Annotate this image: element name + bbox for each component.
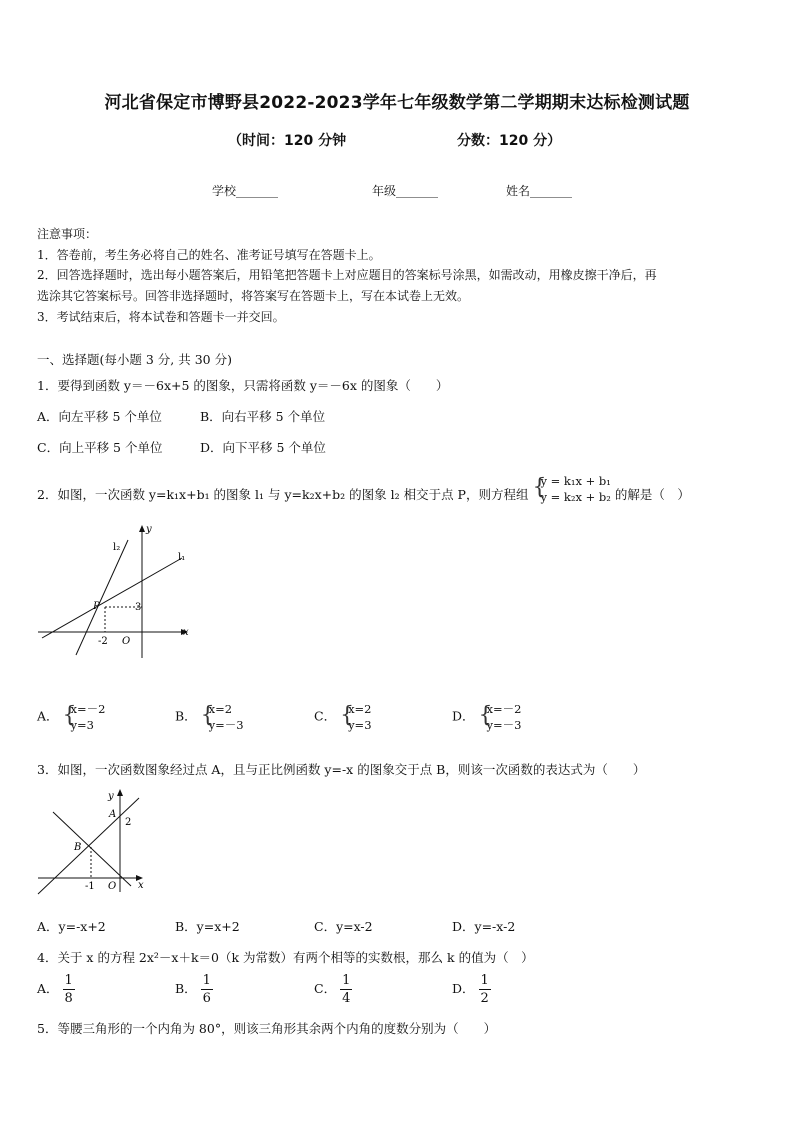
- y-axis-arrow-icon: [139, 525, 145, 532]
- label-origin: O: [122, 636, 131, 647]
- label-minus2: -2: [98, 636, 108, 647]
- label-y: y: [108, 791, 114, 802]
- q4-option-d-letter: D．: [452, 981, 475, 996]
- q1-option-b: B．向右平移 5 个单位: [200, 409, 326, 424]
- q3-option-a: A．y=-x+2: [37, 919, 106, 934]
- q2-stem: [37, 473, 690, 505]
- denominator: 4: [342, 991, 351, 1006]
- score-label: 分数：120 分）: [457, 133, 562, 149]
- q1-stem: 1．要得到函数 y＝－6x+5 的图象，只需将函数 y＝－6x 的图象（ ）: [37, 378, 449, 393]
- q2-option-b-letter: B．: [175, 708, 197, 724]
- q2-eq1: y = k₁x + b₁: [540, 473, 611, 488]
- label-b: B: [74, 842, 82, 853]
- note-3: 3．考试结束后，将本试卷和答题卡一并交回。: [37, 310, 285, 324]
- notes-heading: 注意事项：: [37, 227, 98, 241]
- left-brace-icon: {: [478, 703, 493, 728]
- q4-option-a-fraction: [63, 972, 75, 1007]
- denominator: 2: [480, 991, 489, 1006]
- q2-option-d-letter: D．: [452, 708, 475, 724]
- time-label: （时间：120 分钟: [228, 133, 347, 149]
- label-a: A: [109, 809, 117, 820]
- q2-option-b-system: [201, 701, 244, 733]
- q2-figure: [36, 520, 196, 660]
- q3-figure: [36, 786, 156, 896]
- left-brace-icon: {: [200, 703, 215, 728]
- q2-option-b-y: y=－3: [208, 718, 244, 732]
- numerator: 1: [64, 973, 73, 988]
- denominator: 8: [64, 991, 73, 1006]
- q3-option-b: B．y=x+2: [175, 919, 240, 934]
- name-field: 姓名_______: [506, 184, 573, 198]
- q4-option-a-letter: A．: [37, 981, 59, 996]
- q1-option-c: C．向上平移 5 个单位: [37, 440, 163, 455]
- q2-option-a-y: y=3: [70, 718, 94, 732]
- q4-option-d: [452, 972, 491, 1007]
- note-2a: 2．回答选择题时，选出每小题答案后，用铅笔把答题卡上对应题目的答案标号涂黑，如需改动，用橡皮擦干净后，再: [37, 268, 657, 282]
- left-brace-icon: {: [340, 703, 355, 728]
- note-2b: 选涂其它答案标号。回答非选择题时，将答案写在答题卡上，写在本试卷上无效。: [37, 289, 470, 303]
- q2-option-a-letter: A．: [37, 708, 59, 724]
- q4-stem: 4．关于 x 的方程 2x²－x＋k＝0（k 为常数）有两个相等的实数根，那么 k 的值为（ ）: [37, 950, 534, 965]
- q5-stem: 5．等腰三角形的一个内角为 80°，则该三角形其余两个内角的度数分别为（ ）: [37, 1021, 497, 1036]
- q2-option-d-x: x=－2: [486, 702, 522, 716]
- school-field: 学校_______: [212, 184, 279, 198]
- q4-option-a: [37, 972, 75, 1007]
- q2-option-a: [37, 701, 105, 733]
- q2-option-d: [452, 701, 521, 733]
- q4-option-c: [314, 972, 352, 1007]
- grade-field: 年级_______: [372, 184, 439, 198]
- q2-option-a-x: x=－2: [70, 702, 106, 716]
- label-3: 3: [135, 602, 142, 613]
- label-l1: l₁: [178, 552, 186, 563]
- left-brace-icon: {: [532, 474, 547, 500]
- q2-stem-end: 的解是（ ）: [614, 487, 690, 502]
- q2-option-a-system: [63, 701, 106, 733]
- label-p: P: [93, 601, 100, 612]
- label-x: x: [183, 627, 189, 638]
- q2-stem-text: 2．如图，一次函数 y=k₁x+b₁ 的图象 l₁ 与 y=k₂x+b₂ 的图象 l₂ 相交于点 P，则方程组: [37, 487, 529, 502]
- q3-option-d: D．y=-x-2: [452, 919, 516, 934]
- q2-equation-system: [532, 473, 610, 505]
- q3-stem: 3．如图，一次函数图象经过点 A，且与正比例函数 y=-x 的图象交于点 B，则该一次函数的表达式为（ ）: [37, 762, 646, 777]
- q4-option-c-fraction: [340, 972, 352, 1007]
- label-2: 2: [125, 817, 132, 828]
- label-x: x: [138, 880, 144, 891]
- q2-option-c-y: y=3: [348, 718, 372, 732]
- label-minus1: -1: [85, 881, 95, 892]
- q2-eq2: y = k₂x + b₂: [540, 489, 611, 504]
- q4-option-d-fraction: [479, 972, 491, 1007]
- line-l1: [42, 558, 182, 638]
- q2-option-d-system: [479, 701, 522, 733]
- q2-option-b: [175, 701, 244, 733]
- note-1: 1．答卷前，考生务必将自己的姓名、准考证号填写在答题卡上。: [37, 248, 381, 262]
- label-l2: l₂: [113, 542, 121, 553]
- numerator: 1: [202, 973, 211, 988]
- denominator: 6: [202, 991, 211, 1006]
- q4-option-b-fraction: [201, 972, 213, 1007]
- q2-option-c-x: x=2: [348, 702, 372, 716]
- q4-option-c-letter: C．: [314, 981, 337, 996]
- q2-option-b-x: x=2: [208, 702, 233, 716]
- label-origin: O: [108, 881, 117, 892]
- line-y-equals-minus-x: [53, 812, 131, 886]
- section-heading: 一、选择题(每小题 3 分, 共 30 分): [37, 352, 232, 367]
- q2-option-c: [314, 701, 372, 733]
- q3-option-c: C．y=x-2: [314, 919, 373, 934]
- q2-option-c-system: [340, 701, 371, 733]
- label-y: y: [146, 524, 152, 535]
- numerator: 1: [480, 973, 489, 988]
- y-axis-arrow-icon: [117, 789, 123, 796]
- q2-option-c-letter: C．: [314, 708, 337, 724]
- q1-option-a: A．向左平移 5 个单位: [37, 409, 162, 424]
- q4-option-b-letter: B．: [175, 981, 197, 996]
- q1-option-d: D．向下平移 5 个单位: [200, 440, 326, 455]
- left-brace-icon: {: [62, 703, 77, 728]
- q2-option-d-y: y=－3: [486, 718, 522, 732]
- page-title: 河北省保定市博野县2022-2023学年七年级数学第二学期期末达标检测试题: [104, 93, 690, 113]
- q4-option-b: [175, 972, 213, 1007]
- numerator: 1: [342, 973, 351, 988]
